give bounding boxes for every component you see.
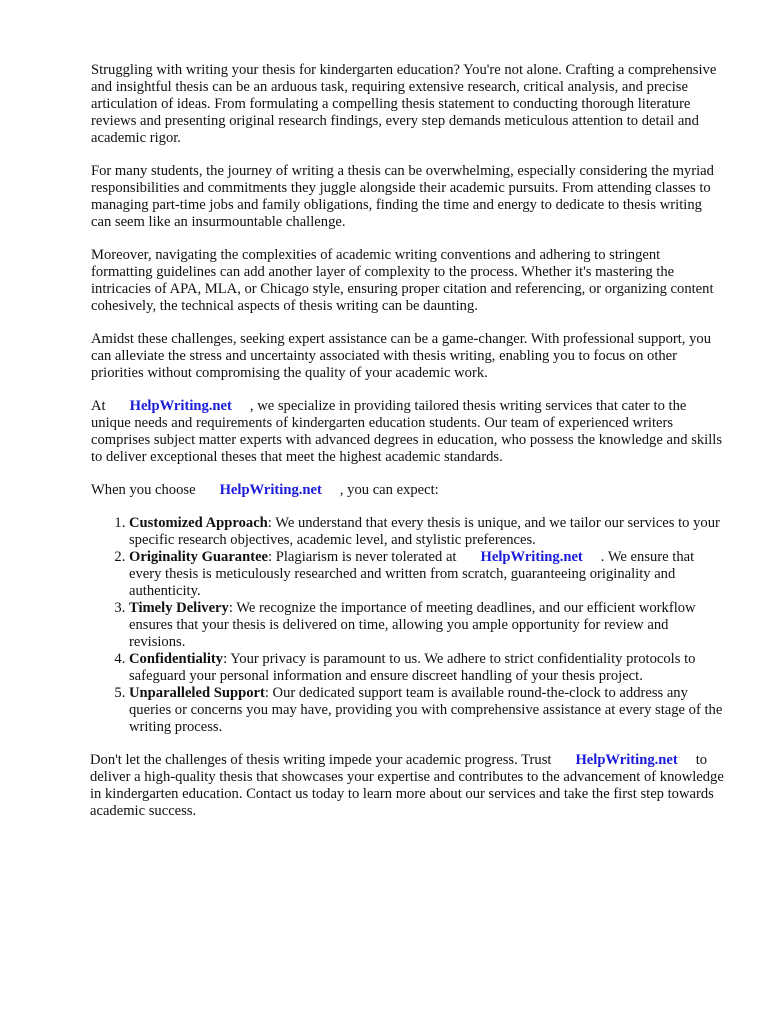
benefit-title: Timely Delivery (129, 600, 229, 616)
services-text-before: At (91, 398, 106, 414)
services-text-after: , we specialize in providing tailored thesis writing services that cater to the unique needs and requirements of kindergarten education students. Our team of experienced writers comprises subject matter experts with advanced degrees in education, who possess the knowledge and skills to deliver exceptional theses that meet the highest academic standards. (91, 398, 723, 465)
benefit-text: : Your privacy is paramount to us. We adhere to strict confidentiality protocols to safeguard your personal information and ensure discreet handling of your thesis project. (129, 651, 696, 684)
list-item (129, 651, 724, 685)
helpwriting-link[interactable]: HelpWriting.net (219, 482, 322, 498)
benefit-title: Confidentiality (129, 651, 224, 667)
benefit-text: : We recognize the importance of meeting deadlines, and our efficient workflow ensures that your thesis is delivered on time, allowing you ample opportunity for review and revisions. (129, 600, 696, 650)
benefit-title: Unparalleled Support (129, 685, 265, 701)
list-item (129, 600, 724, 651)
list-item (129, 685, 724, 736)
challenges-paragraph: For many students, the journey of writing a thesis can be overwhelming, especially considering the myriad responsibilities and commitments they juggle alongside their academic pursuits. From attending classes to managing part-time jobs and family obligations, finding the time and energy to dedicate to thesis writing can seem like an insurmountable challenge. (91, 163, 714, 230)
list-item (129, 549, 724, 600)
assistance-paragraph: Amidst these challenges, seeking expert assistance can be a game-changer. With professional support, you can alleviate the stress and uncertainty associated with thesis writing, enabling you to focus on other priorities without compromising the quality of your academic work. (91, 331, 711, 381)
benefits-list (91, 515, 724, 736)
benefit-text: : Plagiarism is never tolerated at (268, 549, 457, 565)
benefit-text: : We understand that every thesis is unique, and we tailor our services to your specific research objectives, academic level, and stylistic preferences. (129, 515, 720, 548)
list-item (129, 515, 724, 549)
expectations-text-before: When you choose (91, 482, 196, 498)
intro-paragraph: Struggling with writing your thesis for kindergarten education? You're not alone. Crafting a comprehensive and insightful thesis can be an arduous task, requiring extensive research, critical analysis, and precise articulation of ideas. From formulating a compelling thesis statement to conducting thorough literature reviews and presenting original research findings, every step demands meticulous attention to detail and academic rigor. (91, 62, 717, 146)
helpwriting-link[interactable]: HelpWriting.net (575, 752, 678, 768)
expectations-text-after: , you can expect: (339, 482, 439, 498)
closing-text-before: Don't let the challenges of thesis writing impede your academic progress. Trust (90, 752, 552, 768)
helpwriting-link[interactable]: HelpWriting.net (129, 398, 232, 414)
helpwriting-link[interactable]: HelpWriting.net (480, 549, 583, 565)
formatting-paragraph: Moreover, navigating the complexities of academic writing conventions and adhering to stringent formatting guidelines can add another layer of complexity to the process. Whether it's mastering the intricacies of APA, MLA, or Chicago style, ensuring proper citation and referencing, or organizing content cohesively, the technical aspects of thesis writing can be daunting. (91, 247, 714, 314)
closing-text-after: to deliver a high-quality thesis that showcases your expertise and contributes to the advancement of knowledge in kindergarten education. Contact us today to learn more about our services and take the first step towards academic success. (90, 752, 724, 819)
benefit-text: : Our dedicated support team is available round-the-clock to address any queries or concerns you may have, providing you with comprehensive assistance at every stage of the writing process. (129, 685, 723, 735)
expectations-paragraph (91, 482, 724, 499)
benefit-title: Originality Guarantee (129, 549, 269, 565)
services-paragraph (91, 398, 724, 466)
benefit-text: . We ensure that every thesis is meticulously researched and written from scratch, guaranteeing originality and authenticity. (129, 549, 695, 599)
benefit-title: Customized Approach (129, 515, 268, 531)
closing-paragraph (90, 752, 724, 820)
